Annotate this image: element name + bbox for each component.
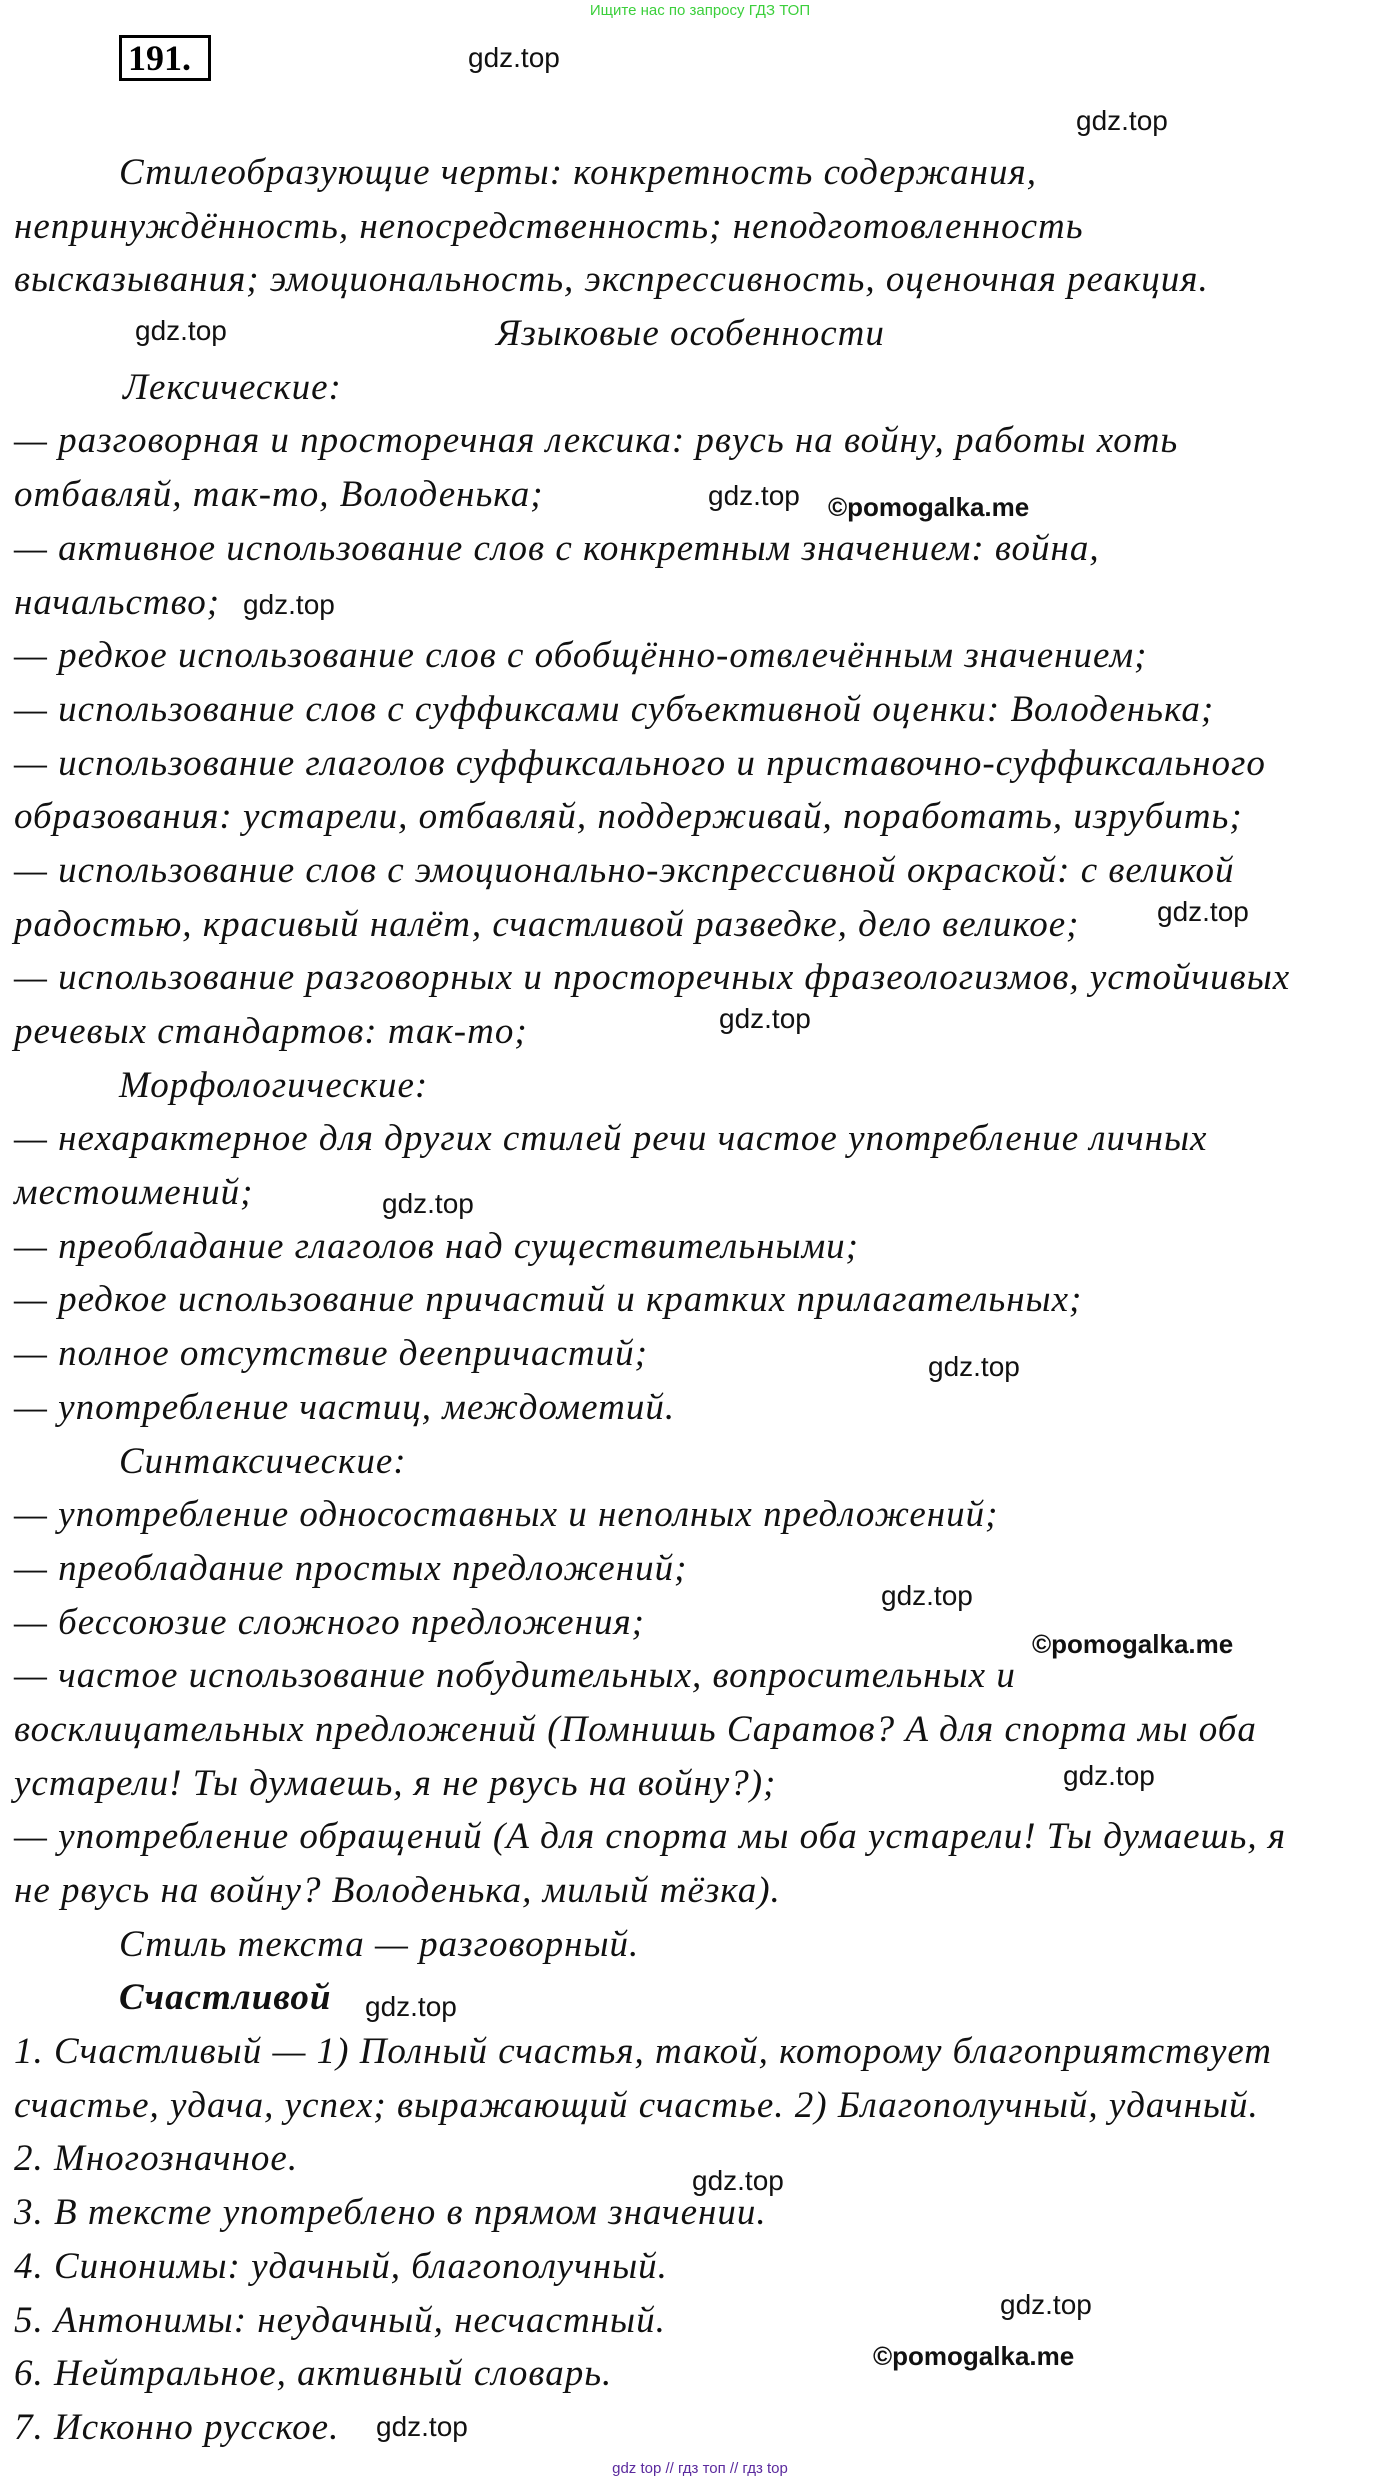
- text-line: 4. Синонимы: удачный, благополучный.: [14, 2245, 668, 2287]
- gdz-watermark: gdz.top: [1076, 105, 1168, 136]
- gdz-watermark: gdz.top: [708, 480, 800, 511]
- text-line: Стиль текста — разговорный.: [119, 1923, 640, 1965]
- text-line: отбавляй, так-то, Володенька;: [14, 474, 544, 516]
- text-line: 3. В тексте употреблено в прямом значении.: [14, 2192, 767, 2234]
- text-line: — разговорная и просторечная лексика: рвусь на войну, работы хоть: [14, 420, 1179, 462]
- text-line: — преобладание простых предложений;: [14, 1547, 688, 1589]
- pomogalka-watermark: ©pomogalka.me: [1032, 1629, 1234, 1659]
- text-line: — преобладание глаголов над существительными;: [14, 1225, 859, 1267]
- gdz-watermark: gdz.top: [468, 42, 560, 73]
- text-line: Стилеобразующие черты: конкретность содержания,: [119, 152, 1037, 193]
- gdz-watermark: gdz.top: [243, 589, 335, 620]
- text-line: Лексические:: [123, 366, 342, 408]
- gdz-watermark: gdz.top: [881, 1580, 973, 1611]
- text-line: начальство;: [14, 581, 221, 623]
- text-line: — бессоюзие сложного предложения;: [14, 1601, 645, 1643]
- text-line: — редкое использование причастий и кратких прилагательных;: [14, 1279, 1083, 1321]
- gdz-watermark: gdz.top: [719, 1003, 811, 1034]
- text-line: — употребление односоставных и неполных предложений;: [14, 1494, 999, 1536]
- text-line: речевых стандартов: так-то;: [14, 1011, 528, 1052]
- text-line: непринуждённость, непосредственность; неподготовленность: [14, 205, 1084, 247]
- text-line: 2. Многозначное.: [14, 2138, 299, 2180]
- gdz-watermark: gdz.top: [692, 2165, 784, 2196]
- text-line: 7. Исконно русское.: [14, 2406, 340, 2448]
- text-line: — редкое использование слов с обобщённо-отвлечённым значением;: [14, 635, 1148, 677]
- text-line: не рвусь на войну? Володенька, милый тёзка).: [14, 1870, 781, 1911]
- word-heading: Счастливой: [119, 1977, 332, 2019]
- gdz-watermark: gdz.top: [365, 1991, 457, 2022]
- search-hint: Ищите нас по запросу ГДЗ ТОП: [589, 2, 811, 19]
- gdz-watermark: gdz.top: [928, 1351, 1020, 1382]
- text-line: устарели! Ты думаешь, я не рвусь на войну?);: [14, 1762, 777, 1804]
- gdz-watermark: gdz.top: [1000, 2289, 1092, 2320]
- gdz-watermark: gdz.top: [1157, 896, 1249, 927]
- text-line: — использование глаголов суффиксального и приставочно-суффиксального: [14, 742, 1266, 784]
- text-line: — использование слов с суффиксами субъективной оценки: Володенька;: [14, 688, 1215, 730]
- gdz-watermark: gdz.top: [376, 2411, 468, 2442]
- text-line: Синтаксические:: [119, 1440, 407, 1482]
- text-line: местоимений;: [14, 1172, 254, 1214]
- text-line: — полное отсутствие деепричастий;: [14, 1333, 648, 1375]
- footer-links: gdz top // гдз топ // гдз top: [612, 2460, 788, 2477]
- text-line: 1. Счастливый — 1) Полный счастья, такой, которому благоприятствует: [14, 2031, 1273, 2073]
- pomogalka-watermark: ©pomogalka.me: [873, 2341, 1075, 2371]
- text-line: 5. Антонимы: неудачный, несчастный.: [14, 2299, 666, 2341]
- exercise-number: 191.: [119, 35, 211, 81]
- text-line: — нехарактерное для других стилей речи частое употребление личных: [14, 1118, 1208, 1160]
- text-line: — частое использование побудительных, вопросительных и: [14, 1655, 1016, 1697]
- text-line: — употребление частиц, междометий.: [14, 1386, 676, 1428]
- answer-text: [0, 146, 1400, 2455]
- text-line: радостью, красивый налёт, счастливой разведке, дело великое;: [14, 903, 1080, 945]
- text-line: восклицательных предложений (Помнишь Саратов? А для спорта мы оба: [14, 1708, 1257, 1750]
- pomogalka-watermark: ©pomogalka.me: [828, 492, 1030, 522]
- text-line: — использование слов с эмоционально-экспрессивной окраской: с великой: [14, 849, 1235, 891]
- text-line: — использование разговорных и просторечных фразеологизмов, устойчивых: [14, 957, 1291, 999]
- gdz-watermark: gdz.top: [135, 315, 227, 346]
- gdz-watermark: gdz.top: [382, 1188, 474, 1219]
- text-line: 6. Нейтральное, активный словарь.: [14, 2353, 613, 2395]
- section-heading: Языковые особенности: [496, 313, 885, 355]
- gdz-watermark: gdz.top: [1063, 1760, 1155, 1791]
- text-line: высказывания; эмоциональность, экспрессивность, оценочная реакция.: [14, 259, 1209, 301]
- text-line: счастье, удача, успех; выражающий счастье. 2) Благополучный, удачный.: [14, 2084, 1259, 2126]
- text-line: — активное использование слов с конкретным значением: война,: [14, 527, 1100, 569]
- text-line: образования: устарели, отбавляй, поддерживай, поработать, изрубить;: [14, 796, 1243, 838]
- text-line: Морфологические:: [119, 1064, 429, 1106]
- text-line: — употребление обращений (А для спорта мы оба устарели! Ты думаешь, я: [14, 1816, 1287, 1858]
